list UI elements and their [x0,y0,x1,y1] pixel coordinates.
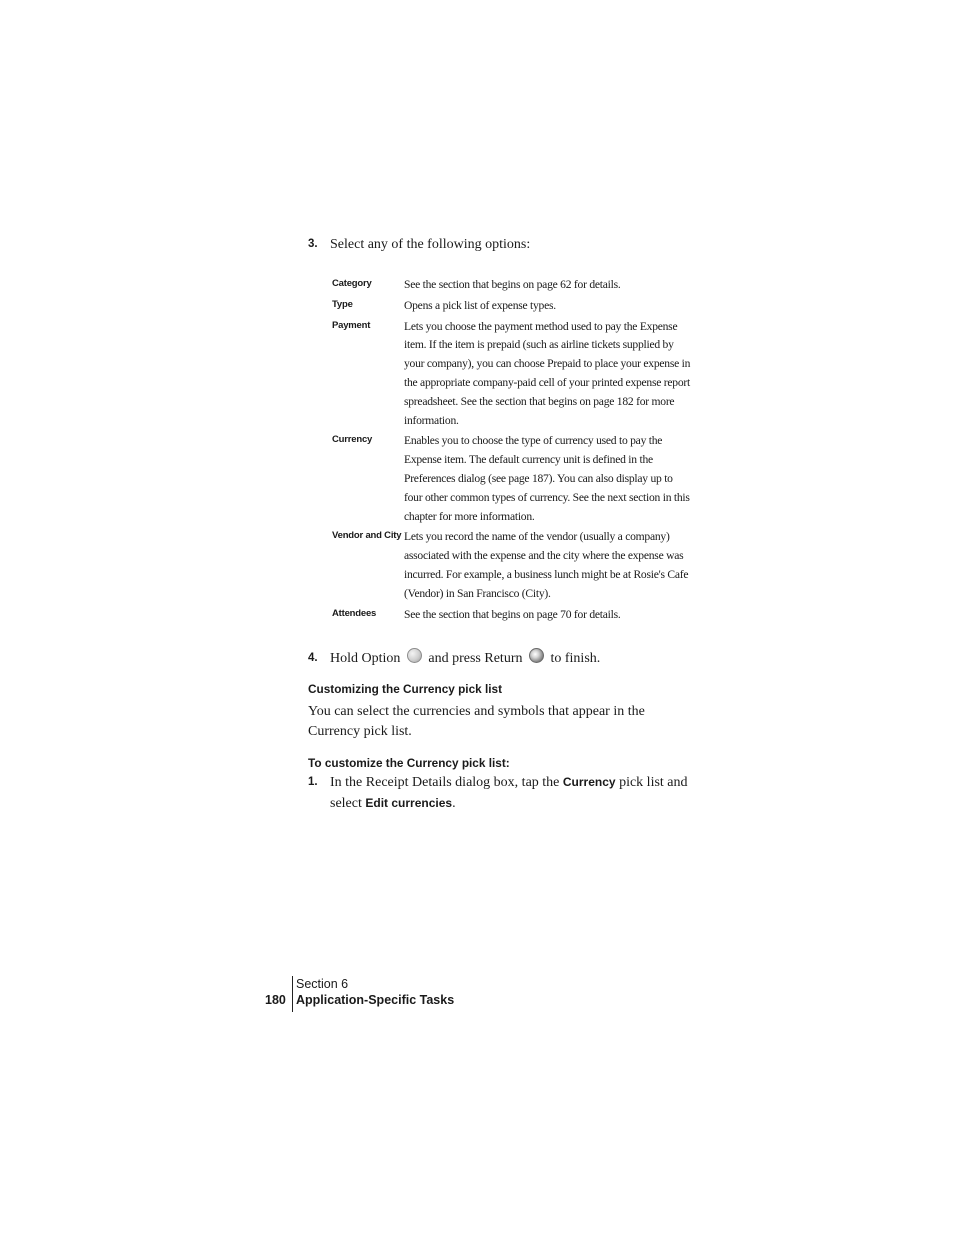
body-paragraph: You can select the currencies and symbols that appear in the Currency pick list. [308,704,645,739]
step-text-part: pick list and select [330,775,688,811]
page-number: 180 [265,993,286,1007]
step-1 [308,772,698,814]
step-text-part: Hold Option [330,651,401,666]
step-number: 1. [308,776,318,788]
footer-title: Application-Specific Tasks [296,993,455,1007]
step-text [330,648,698,669]
option-description: Lets you choose the payment method used to pay the Expense item. If the item is prepaid (such as airline tickets supplied by your company), you can choose Prepaid to place your expense in the appropriate company-paid cell of your printed expense report spreadsheet. See the section that begins on page 182 for more information. [404,319,691,427]
section-heading: Customizing the Currency pick list [308,682,503,696]
ui-term-edit-currencies: Edit currencies [365,796,453,810]
option-row-payment [332,318,692,433]
step-number: 3. [308,238,318,250]
option-row-category [332,276,692,297]
return-button-icon [529,648,544,663]
procedure-heading: To customize the Currency pick list: [308,756,510,770]
option-term: Category [332,278,372,289]
step-text-part: . [452,796,456,811]
option-row-currency [332,432,692,528]
option-description: Enables you to choose the type of currency used to pay the Expense item. The default currency unit is defined in the Preferences dialog (see page 187). You can also display up to four other common types of currency. See the next section in this chapter for more information. [404,434,690,523]
footer-divider [292,976,293,1012]
step-text: Select any of the following options: [330,237,531,252]
step-text-part: and press Return [428,651,523,666]
option-term: Vendor and City [332,530,402,542]
option-description: See the section that begins on page 70 for details. [404,607,621,621]
option-description: See the section that begins on page 62 for details. [404,278,621,291]
option-row-attendees [332,606,692,627]
option-term: Type [332,298,353,310]
option-term: Currency [332,434,373,446]
step-text-part: In the Receipt Details dialog box, tap the [330,775,560,790]
options-list [332,276,692,626]
step-text [330,772,698,814]
step-number: 4. [308,652,318,664]
option-description: Lets you record the name of the vendor (usually a company) associated with the expense and the city where the expense was incurred. For example, a business lunch might be at Rosie's Cafe (Vendor) in San Francisco (City). [404,530,689,600]
footer-section: Section 6 [296,977,349,991]
option-row-vendor-and-city [332,528,692,605]
option-term: Attendees [332,607,377,619]
ui-term-currency: Currency [562,775,616,789]
option-term: Payment [332,319,371,331]
option-row-type [332,297,692,318]
option-button-icon [407,648,422,663]
step-text-part: to finish. [550,651,601,666]
step-3 [308,234,698,255]
option-description: Opens a pick list of expense types. [404,298,556,312]
step-4 [308,648,698,669]
